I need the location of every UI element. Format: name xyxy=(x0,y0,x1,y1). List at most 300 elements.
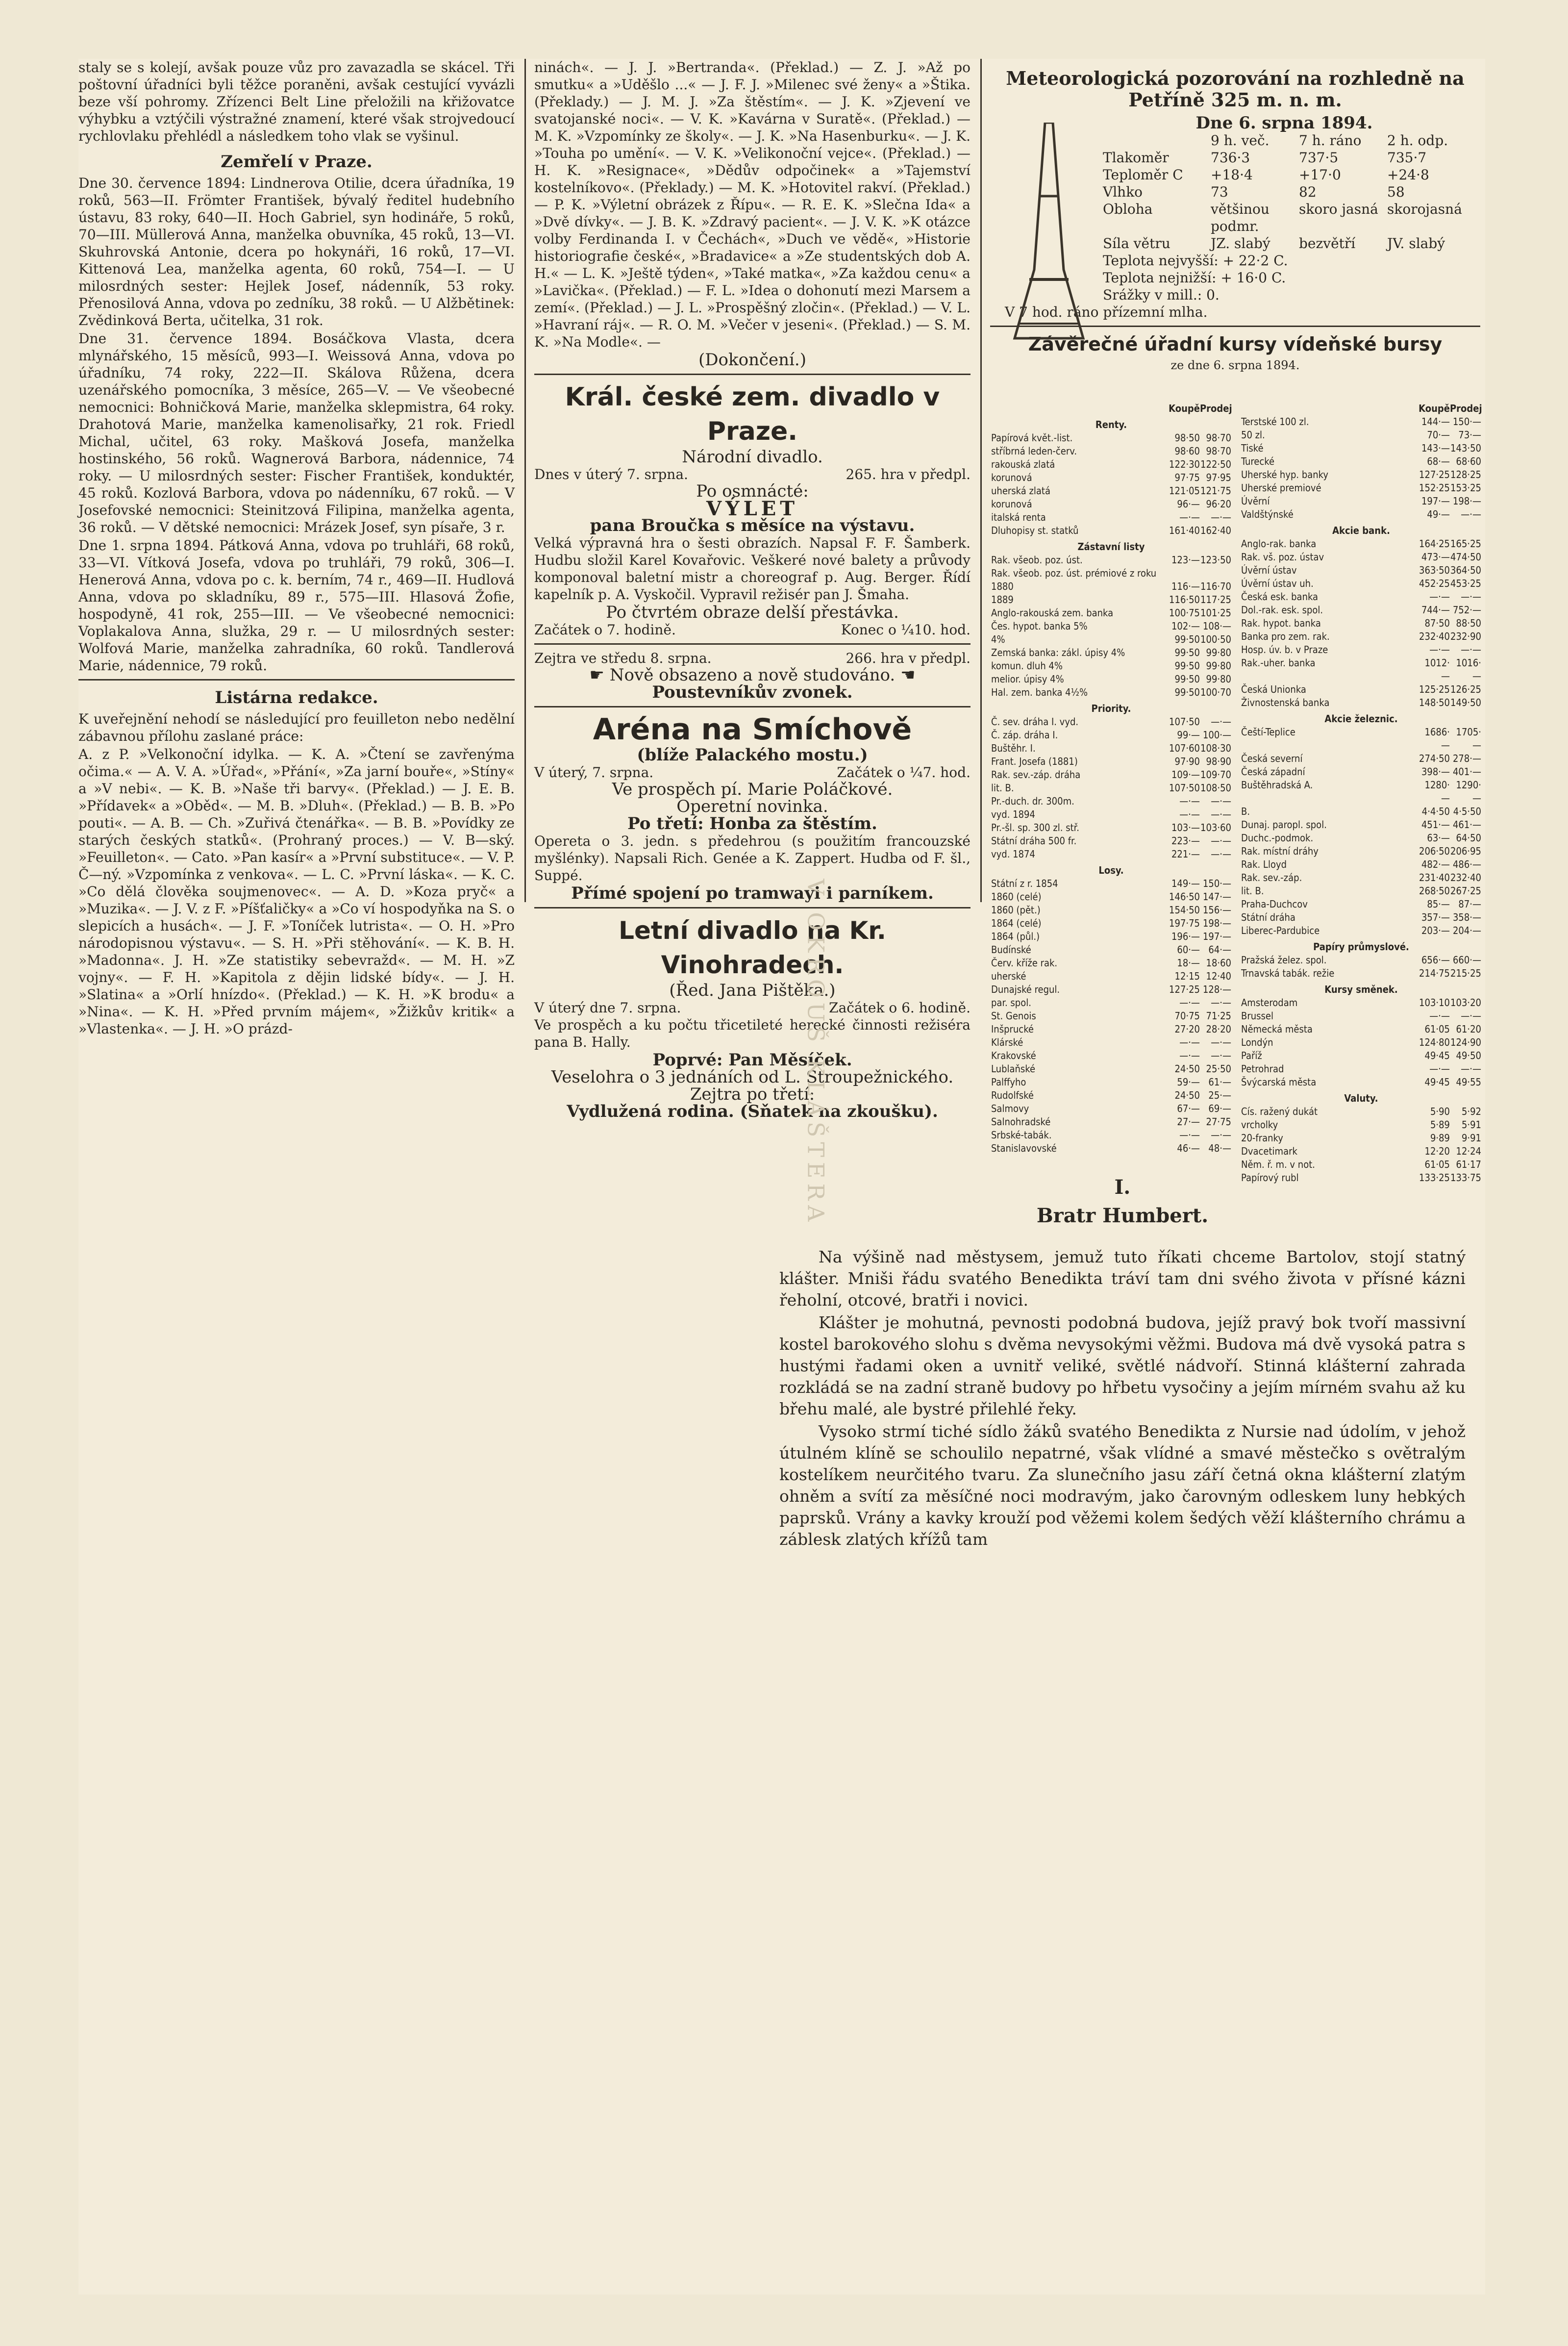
sell-price: 61·17 xyxy=(1456,1159,1481,1170)
security-name: Pražská želez. spol. xyxy=(1241,954,1327,966)
table-row xyxy=(991,768,1231,782)
buy-price: 1012·— xyxy=(1424,657,1450,682)
security-name: stříbrná leden-červ. xyxy=(991,445,1077,457)
security-name: Dvacetimark xyxy=(1241,1145,1297,1157)
letters-continued: ninách«. — J. J. »Bertranda«. (Překlad.) — Z. J. »Až po smutku« a »Uděšlo ...« — J. F. J. »Milenec své ženy« a »Štika. (Překlady.) — J. M. J. »Za štěstím«. — J. K. »Zjevení ve svatojanské noci«. — V. K. »Kavárna v Suratě«. (Překlad.) — M. K. »Vzpomínky ze školy«. — J. K. »Na Hasenburku«. — J. K. »Touha po umění«. — V. K. »Velikonoční vejce«. (Překlad.) — H. K. »Resignace«, »Dědův odpočinek« a »Tajemství kostelníkovo«. (Překlady.) — M. K. »Hotovitel rakví. (Překlad.) — P. K. »Výletní obrázek z Řípu«. — R. E. K. »Slečna Ida« a »Dvě dívky«. — J. B. K. »Zdravý pacient«. — J. V. K. »K otázce volby Ferdinanda I. v Čechách«, »Duch ve vědě«, »Historie historiografie české«, »Bradavice« a »Ze studentských dob A. H.« — L. K. »Ještě týden«, »Také matka«, »Za každou cenu« a »Lavička«. (Překlad.) — F. L. »Idea o dohonutí mezi Marsem a zemí«. (Překlad.) — J. L. »Prospěšný zločin«. (Překlad.) — V. L. »Havraní ráj«. — R. O. M. »Večer v jeseni«. (Překlad.) — S. M. K. »Na Modle«. — xyxy=(534,59,971,350)
security-name: Petrohrad xyxy=(1241,1063,1284,1075)
table-row xyxy=(1241,1158,1481,1171)
sell-price xyxy=(1200,567,1231,580)
sell-price: 103·60 xyxy=(1200,822,1231,833)
table-row xyxy=(991,1089,1231,1102)
security-name: Rak. hypot. banka xyxy=(1241,617,1321,629)
sell-price: 98·70 xyxy=(1206,432,1231,444)
table-row xyxy=(1241,1062,1481,1076)
sell-heading: Prodej xyxy=(1200,403,1232,414)
deaths-heading: Zemřelí v Praze. xyxy=(221,152,373,172)
buy-price: 107·50 xyxy=(1169,716,1200,728)
letters-body: A. z P. »Velkonoční idylka. — K. A. »Čtení se zavřenýma očima.« — A. V. A. »Úřad«, »Přání«, »Za jarní bouře«, »Stíny« a »V nebi«. — K. B. »Naše tři barvy«. (Překlad.) — J. E. B. »Přídavek« a »Oběd«. — M. B. »Dluh«. (Překlad.) — B. B. »Po pouti«. — A. B. — Ch. »Zuřivá čtenářka«. — B. B. »Povídky ze starých českých statků«. (Prohraný proces.) — V. B—ský. »Feuilleton«. — Cato. »Pan kasír« a »První substituce«. — V. P. Č—ný. »Vzpomínka z venkova«. — L. C. »První láska«. — K. C. »Co dělá člověka soujmenovec«. — A. D. »Koza pryč« a »Muzika«. — J. V. z F. »Píšťaličky« a »Co ví hospodyňka na S. o slepicích a husách«. — J. F. »Toníček lutrista«. — O. H. »Pro národopisnou výstavu«. — S. H. »Při stěhování«. — K. B. H. »Madonna«. J. H. »Ze statistiky sebevražd«. — M. H. »Z vojny«. — F. H. »Kapitola z dějin lidské bídy«. — J. H. »Slatina« a »Orlí hnízdo«. (Překlad.) — K. H. »K brodu« a »Nina«. — K. H. »Před prvním májem«, »Žižkův kritik« a »Vlastenka«. — J. H. »O prázd- xyxy=(78,746,515,1037)
weather-table xyxy=(1103,132,1480,303)
section-heading: Zástavní listy xyxy=(1077,541,1145,553)
buy-price: 221·— xyxy=(1171,848,1200,860)
table-row xyxy=(991,567,1231,580)
buy-price: 12·15 xyxy=(1174,970,1200,982)
table-row xyxy=(991,673,1231,686)
table-row xyxy=(991,782,1231,795)
column-1 xyxy=(78,59,515,1038)
buy-price: 67·— xyxy=(1177,1103,1200,1114)
sell-price: 197·— xyxy=(1202,931,1231,942)
table-row xyxy=(991,996,1231,1009)
buy-price: —·— xyxy=(1179,997,1200,1009)
weather-value: +24·8 xyxy=(1387,167,1429,183)
security-name: Dluhopisy st. statků xyxy=(991,525,1079,536)
sell-price: 96·20 xyxy=(1206,498,1231,510)
weather-value: skorojasná xyxy=(1387,201,1462,217)
divider xyxy=(534,643,971,645)
table-row xyxy=(1241,1105,1481,1118)
buy-price: 99·50 xyxy=(1174,686,1200,698)
security-name: Něm. ř. m. v not. xyxy=(1241,1159,1315,1170)
deaths-july-31: Dne 31. července 1894. Bosáčkova Vlasta, dcera mlynářského, 15 měsíců, 993—I. Weissová Anna, vdova po úřadníku, 74 roky, 222—II. Skálova Růžena, dcera uzenářského pomocníka, 3 měsíce, 265—V. — Ve všeobecné nemocnici: Bohničková Marie, manželka sklepmistra, 64 roky. Drahotová Marie, manželka kamenolisařky, 21 rok. Friedl Michal, učitel, 63 roky. Mašková Josefa, manželka hostinského, 56 roků. Wagnerová Barbora, nádennice, 74 roky. — U milosrdných sester: Fischer František, konduktér, 45 roků. Kozlová Barbora, vdova po nádenníku, 67 roků. — V Josefovské nemocnici: Steinitzová Filipina, manželka agenta, 36 roků. — V dětské nemocnici: Mrázek Josef, syn písaře, 3 r. xyxy=(78,330,515,535)
buy-price: 5·90 xyxy=(1430,1106,1450,1117)
table-row xyxy=(991,498,1231,511)
security-name: Červ. kříže rak. xyxy=(991,957,1058,969)
buy-price: 97·75 xyxy=(1174,472,1200,483)
security-name: Duchc.-podmok. xyxy=(1241,832,1314,844)
sell-price: 5·92 xyxy=(1461,1106,1481,1117)
intermission-note: Po čtvrtém obraze delší přestávka. xyxy=(606,603,899,622)
buy-price: 27·— xyxy=(1177,1116,1200,1128)
table-row xyxy=(991,445,1231,458)
table-row xyxy=(991,957,1231,970)
sell-price: 116·70 xyxy=(1200,580,1231,592)
arena-subtitle: (blíže Palackého mostu.) xyxy=(637,745,868,765)
buy-price: 60·— xyxy=(1177,944,1200,956)
buy-price: —·— xyxy=(1179,1050,1200,1061)
buy-price: 96·— xyxy=(1177,498,1200,510)
buy-price: 363·50 xyxy=(1419,564,1450,576)
table-row xyxy=(991,1102,1231,1115)
sell-price: —·— xyxy=(1461,644,1481,656)
security-name: Brussel xyxy=(1241,1010,1273,1022)
buy-price: 144·— xyxy=(1421,416,1450,428)
security-name: par. spol. xyxy=(991,997,1031,1009)
sell-price: 69·— xyxy=(1208,1103,1231,1114)
buy-price: 116·50 xyxy=(1169,594,1200,605)
buy-price: 197·75 xyxy=(1169,917,1200,929)
security-name: korunová xyxy=(991,498,1032,510)
sell-price: —·— xyxy=(1211,1129,1231,1141)
sell-price: 9·91 xyxy=(1461,1132,1481,1144)
play-subtitle: pana Broučka s měsíce na výstavu. xyxy=(590,516,915,535)
sell-price: 71·25 xyxy=(1206,1010,1231,1022)
buy-price: 123·— xyxy=(1171,554,1200,566)
security-name: vyd. 1894 xyxy=(991,808,1035,820)
buy-price: 133·25 xyxy=(1419,1172,1450,1184)
sell-price: 128·— xyxy=(1202,984,1231,995)
sell-price: 206·95 xyxy=(1450,845,1481,857)
table-header xyxy=(1241,402,1481,415)
table-row xyxy=(1241,643,1481,656)
deaths-july-30: Dne 30. července 1894: Lindnerova Otilie, dcera úřadníka, 19 roků, 563—II. Frömter František, bývalý ředitel hudebního ústavu, 83 roky, 640—II. Hoch Gabriel, syn hodináře, 5 roků, 70—III. Müllerová Anna, manželka obuvníka, 45 roků, 13—VI. Skuhrovská Antonie, dcera po hokynáři, 16 roků, 17—VI. Kittenová Lea, manželka agenta, 60 roků, 754—I. — U milosrdných sester: Hejlek Josef, nádenník, 53 roky. Přenosilová Anna, vdova po zedníku, 38 roků. — U Alžbětinek: Zvědinková Berta, učitelka, 31 rok. xyxy=(78,175,515,328)
security-name: Rudolfské xyxy=(991,1089,1034,1101)
buy-price: 116·— xyxy=(1171,580,1200,592)
security-name: Státní z r. 1854 xyxy=(991,878,1058,889)
table-row xyxy=(991,620,1231,633)
sell-price: —·— xyxy=(1211,511,1231,523)
sell-price: 108·30 xyxy=(1200,742,1231,754)
table-row xyxy=(1241,924,1481,937)
security-name: Česká Unionka xyxy=(1241,683,1306,695)
table-row xyxy=(991,983,1231,996)
table-row xyxy=(1241,898,1481,911)
security-name: 4% xyxy=(991,633,1005,645)
section-heading: Akcie bank. xyxy=(1332,525,1390,536)
table-row xyxy=(991,606,1231,620)
sell-price: 27·75 xyxy=(1206,1116,1231,1128)
sell-price: 18·60 xyxy=(1206,957,1231,969)
weather-value: 82 xyxy=(1299,184,1317,200)
security-name: Terstské 100 zl. xyxy=(1241,416,1309,428)
sell-price: 87·— xyxy=(1458,898,1481,910)
section-heading: Valuty. xyxy=(1344,1092,1378,1104)
table-row xyxy=(1241,577,1481,590)
section-heading: Kursy směnek. xyxy=(1324,984,1398,995)
buy-price: 63·— xyxy=(1427,832,1450,844)
buy-price: 70·— xyxy=(1427,429,1450,441)
table-row xyxy=(991,580,1231,593)
performance-line xyxy=(534,466,971,483)
buy-price: 98·50 xyxy=(1174,432,1200,444)
security-name: Banka pro zem. rak. xyxy=(1241,631,1330,642)
buy-price: —·— xyxy=(1179,808,1200,820)
security-name: Papírová květ.-list. xyxy=(991,432,1073,444)
sell-price: 98·90 xyxy=(1206,756,1231,767)
performance-date: Dnes v úterý 7. srpna. xyxy=(534,466,688,482)
table-row xyxy=(991,686,1231,699)
table-row xyxy=(1241,1036,1481,1049)
security-name: Pr.-duch. dr. 300m. xyxy=(991,795,1074,807)
sell-price: 108·— xyxy=(1202,620,1231,632)
buy-price: —·— xyxy=(1429,591,1450,603)
play-title: Poprvé: Pan Měsíček. xyxy=(652,1050,852,1070)
security-name: italská renta xyxy=(991,511,1046,523)
sell-price: 48·— xyxy=(1208,1142,1231,1154)
sell-price: 12·24 xyxy=(1456,1145,1481,1157)
table-row xyxy=(1241,967,1481,980)
security-name: Paříž xyxy=(1241,1050,1262,1061)
sell-price: —·— xyxy=(1211,1050,1231,1061)
security-name: 50 zl. xyxy=(1241,429,1265,441)
performance-date: V úterý dne 7. srpna. xyxy=(534,1000,681,1016)
weather-header xyxy=(1103,132,1480,149)
start-time: Začátek o ¼7. hod. xyxy=(837,764,971,781)
bourse-title: Závěrečné úřadní kursy vídeňské bursy xyxy=(1028,333,1443,355)
table-row xyxy=(991,659,1231,673)
min-temperature: Teplota nejnižší: + 16·0 C. xyxy=(1103,270,1286,286)
security-name: uherská zlatá xyxy=(991,485,1051,497)
sell-price: 25·— xyxy=(1208,1089,1231,1101)
buy-price: —·— xyxy=(1179,1129,1200,1141)
blank-cell xyxy=(991,402,1169,415)
sell-price: 149·50 xyxy=(1450,697,1481,708)
table-row xyxy=(991,1142,1231,1155)
buy-price: 70·75 xyxy=(1174,1010,1200,1022)
buy-price: 164·25 xyxy=(1419,538,1450,550)
weather-box xyxy=(990,59,1480,374)
buy-price: 203·— xyxy=(1421,925,1450,936)
buy-heading: Koupě xyxy=(1419,403,1450,414)
security-name: Úvěrní xyxy=(1241,495,1270,507)
buy-price: 107·60 xyxy=(1169,742,1200,754)
buy-price: 1686·— xyxy=(1424,726,1450,751)
security-name: Trnavská tabák. režie xyxy=(1241,967,1335,979)
table-row xyxy=(1241,726,1481,752)
security-name: Rak. všeob. poz. úst. prémiové z roku xyxy=(991,567,1157,579)
buy-price: 49·45 xyxy=(1424,1050,1450,1061)
table-row xyxy=(991,943,1231,957)
transport-note: Přímé spojení po tramwayi i parníkem. xyxy=(571,883,934,903)
table-row xyxy=(1241,468,1481,481)
security-name: Uherské premiové xyxy=(1241,482,1321,494)
divider xyxy=(78,679,515,681)
table-row xyxy=(1241,845,1481,858)
sell-price: 401·— xyxy=(1452,766,1481,778)
table-row xyxy=(991,554,1231,567)
buy-price: 206·50 xyxy=(1419,845,1450,857)
section-heading: Papíry průmyslové. xyxy=(1313,941,1409,953)
weather-value: 735·7 xyxy=(1387,150,1427,166)
letters-heading: Listárna redakce. xyxy=(215,688,378,707)
table-row xyxy=(1241,415,1481,429)
weather-row xyxy=(1103,149,1480,166)
times-line xyxy=(534,621,971,638)
table-row xyxy=(1241,590,1481,604)
buy-price: 231·40 xyxy=(1419,872,1450,883)
security-name: 1864 (celé) xyxy=(991,917,1042,929)
table-row xyxy=(1241,604,1481,617)
security-name: Dol.-rak. esk. spol. xyxy=(1241,604,1323,616)
table-row xyxy=(991,742,1231,755)
play-title: Po třetí: Honba za štěstím. xyxy=(627,814,877,833)
buy-price: 214·75 xyxy=(1419,967,1450,979)
buy-price: —·— xyxy=(1429,1063,1450,1075)
sell-price: —·— xyxy=(1461,1063,1481,1075)
security-name: Salnohradské xyxy=(991,1116,1051,1128)
blank-cell xyxy=(1103,132,1211,149)
security-name: Zemská banka: zákl. úpisy 4% xyxy=(991,647,1125,658)
sell-price: 153·25 xyxy=(1450,482,1481,494)
max-temperature: Teplota nejvyšší: + 22·2 C. xyxy=(1103,252,1288,269)
security-name: 20-franky xyxy=(1241,1132,1283,1144)
performance-date: V úterý, 7. srpna. xyxy=(534,764,654,781)
sell-price: 453·25 xyxy=(1450,578,1481,589)
table-row xyxy=(1241,617,1481,630)
table-row xyxy=(991,715,1231,729)
security-name: Lublaňské xyxy=(991,1063,1036,1075)
buy-price: 196·— xyxy=(1171,931,1200,942)
sell-price: —·— xyxy=(1461,1010,1481,1022)
table-row xyxy=(991,471,1231,484)
play-description: Opereta o 3. jedn. s předehrou (s použitím francouzské myšlénky). Napsali Rich. Genée a K. Zappert. Hudba od F. šl., Suppé. xyxy=(534,833,971,883)
security-name: Úvěrní ústav uh. xyxy=(1241,578,1314,589)
table-row xyxy=(991,917,1231,930)
sell-price: 117·25 xyxy=(1200,594,1231,605)
petrin-tower-icon xyxy=(1000,123,1098,343)
bourse-table-left xyxy=(991,402,1231,1155)
buy-price: 232·40 xyxy=(1419,631,1450,642)
table-row xyxy=(1241,551,1481,564)
performance-number: 266. hra v předpl. xyxy=(846,650,971,666)
security-name: Klárské xyxy=(991,1036,1023,1048)
deaths-august-1: Dne 1. srpna 1894. Pátková Anna, vdova po truhláři, 68 roků, 33—VI. Vítková Josefa, vdova po truhláři, 79 roků, 306—I. Henerová Anna, vdova po c. k. berním, 74 r., 469—II. Hudlová Anna, vdova po skladníku, 89 r., 575—III. Hlasová Žofie, hospodyně, 41 rok, 255—III. — Ve všeobecné nemocnici: Voplakalova Anna, služka, 29 r. — U milosrdných sester: Wolfová Marie, manželka zahradníka, 60 roků. Tandlerová Marie, nádennice, 79 roků. xyxy=(78,537,515,674)
buy-price: 482·— xyxy=(1421,858,1450,870)
sell-price: 143·50 xyxy=(1450,442,1481,454)
performance-number: 265. hra v předpl. xyxy=(846,466,971,482)
table-row xyxy=(991,930,1231,943)
sell-price: 124·90 xyxy=(1450,1036,1481,1048)
table-row xyxy=(1241,1076,1481,1089)
security-name: Krakovské xyxy=(991,1050,1036,1061)
buy-price: 744·— xyxy=(1421,604,1450,616)
section-heading: Renty. xyxy=(1095,419,1127,430)
table-row xyxy=(1241,1132,1481,1145)
play-title: Poustevníkův zvonek. xyxy=(652,682,853,702)
security-name: Salmovy xyxy=(991,1103,1029,1114)
end-time: Konec o ¼10. hod. xyxy=(841,622,971,638)
weather-row xyxy=(1103,166,1480,183)
sell-price: 25·50 xyxy=(1206,1063,1231,1075)
buy-price: 46·— xyxy=(1177,1142,1200,1154)
sell-price: 752·— xyxy=(1452,604,1481,616)
sell-price: 108·50 xyxy=(1200,782,1231,794)
weather-value: 736·3 xyxy=(1211,150,1250,166)
security-name: Rak. sev.-záp. dráha xyxy=(991,769,1081,781)
buy-price: 100·75 xyxy=(1169,607,1200,619)
weather-label: Obloha xyxy=(1103,201,1153,217)
table-row xyxy=(991,1062,1231,1076)
performance-count: Po osmnácté: xyxy=(696,481,809,501)
buy-price: 122·30 xyxy=(1169,458,1200,470)
benefit-note: Ve prospěch pí. Marie Poláčkové. xyxy=(612,780,893,799)
buy-price: 12·20 xyxy=(1424,1145,1450,1157)
table-row xyxy=(1241,765,1481,779)
buy-price: 49·45 xyxy=(1424,1076,1450,1088)
sell-price: 150·— xyxy=(1452,416,1481,428)
security-name: Papírový rubl xyxy=(1241,1172,1299,1184)
buy-price: 85·— xyxy=(1427,898,1450,910)
time-heading: 2 h. odp. xyxy=(1387,132,1448,149)
table-row xyxy=(991,970,1231,983)
security-name: Rak. vš. poz. ústav xyxy=(1241,551,1324,563)
security-name: Praha-Duchcov xyxy=(1241,898,1308,910)
buy-price: 146·50 xyxy=(1169,891,1200,903)
table-row xyxy=(991,848,1231,861)
sell-price: —·— xyxy=(1211,795,1231,807)
sell-price: 358·— xyxy=(1452,911,1481,923)
buy-price: 27·20 xyxy=(1174,1023,1200,1035)
security-name: Rak. místní dráhy xyxy=(1241,845,1319,857)
buy-price: 99·— xyxy=(1177,729,1200,741)
table-row xyxy=(991,458,1231,471)
precipitation: Srážky v mill.: 0. xyxy=(1103,287,1220,303)
security-name: Č. záp. dráha I. xyxy=(991,729,1058,741)
sell-price: 49·55 xyxy=(1456,1076,1481,1088)
sell-price: —·— xyxy=(1211,716,1231,728)
security-name: Valdštýnské xyxy=(1241,508,1294,520)
table-row xyxy=(991,1023,1231,1036)
sell-price: 28·20 xyxy=(1206,1023,1231,1035)
table-row xyxy=(991,755,1231,768)
sell-price: 1016·— xyxy=(1456,657,1481,682)
security-name: Státní dráha xyxy=(1241,911,1295,923)
sell-price: 99·80 xyxy=(1206,660,1231,672)
buy-price: 121·05 xyxy=(1169,485,1200,497)
security-name: Tiské xyxy=(1241,442,1264,454)
buy-heading: Koupě xyxy=(1169,403,1200,414)
sell-price: 474·50 xyxy=(1450,551,1481,563)
sell-price: 61·20 xyxy=(1456,1023,1481,1035)
buy-price: 125·25 xyxy=(1419,683,1450,695)
table-row xyxy=(1241,779,1481,805)
table-row xyxy=(1241,656,1481,683)
sell-price: 267·25 xyxy=(1450,885,1481,897)
table-row xyxy=(991,877,1231,890)
weather-value: +17·0 xyxy=(1299,167,1341,183)
time-heading: 7 h. ráno xyxy=(1299,132,1362,149)
sell-price: 486·— xyxy=(1452,858,1481,870)
play-title: Vydlužená rodina. (Sňatek na zkoušku). xyxy=(567,1102,938,1121)
buy-price: 268·50 xyxy=(1419,885,1450,897)
security-name: Cís. ražený dukát xyxy=(1241,1106,1318,1117)
sell-price: 100·— xyxy=(1202,729,1231,741)
security-name: Česká severní xyxy=(1241,753,1303,764)
buy-price: 99·50 xyxy=(1174,647,1200,658)
table-row xyxy=(1241,818,1481,832)
buy-price: 24·50 xyxy=(1174,1063,1200,1075)
sell-price: 150·— xyxy=(1202,878,1231,889)
security-name: B. xyxy=(1241,806,1250,817)
weather-value: 73 xyxy=(1211,184,1228,200)
sell-price: —·— xyxy=(1461,508,1481,520)
buy-price: —·— xyxy=(1429,644,1450,656)
arena-title: Aréna na Smíchově xyxy=(593,712,912,747)
sell-price: 278·— xyxy=(1452,753,1481,764)
sell-price: 128·25 xyxy=(1450,469,1481,480)
security-name: Stanislavovské xyxy=(991,1142,1057,1154)
weather-value: JV. slabý xyxy=(1387,235,1445,252)
security-name: Buštěhradská A. xyxy=(1241,779,1313,791)
table-row xyxy=(1241,996,1481,1009)
security-name: lit. B. xyxy=(991,782,1014,794)
divider xyxy=(534,907,971,908)
table-row xyxy=(1241,752,1481,765)
buy-price: 274·50 xyxy=(1419,753,1450,764)
buy-price: 149·— xyxy=(1171,878,1200,889)
weather-label: Síla větru xyxy=(1103,235,1170,252)
table-row xyxy=(991,1049,1231,1062)
security-name: Česká esk. banka xyxy=(1241,591,1319,603)
buy-price: 98·60 xyxy=(1174,445,1200,457)
time-heading: 9 h. več. xyxy=(1211,132,1269,149)
sell-price: 198·— xyxy=(1452,495,1481,507)
buy-price: 49·— xyxy=(1427,508,1450,520)
story-paragraph: Na výšině nad městysem, jemuž tuto říkati chceme Bartolov, stojí statný klášter. Mniši řádu svatého Benedikta tráví tam dni svého života v přísné kázni řeholní, otcové, bratři i novici. xyxy=(779,1247,1466,1310)
table-row xyxy=(1241,1009,1481,1023)
buy-price: 5·89 xyxy=(1430,1119,1450,1131)
table-row xyxy=(991,524,1231,537)
security-name: Pr.-šl. sp. 300 zl. stř. xyxy=(991,822,1079,833)
